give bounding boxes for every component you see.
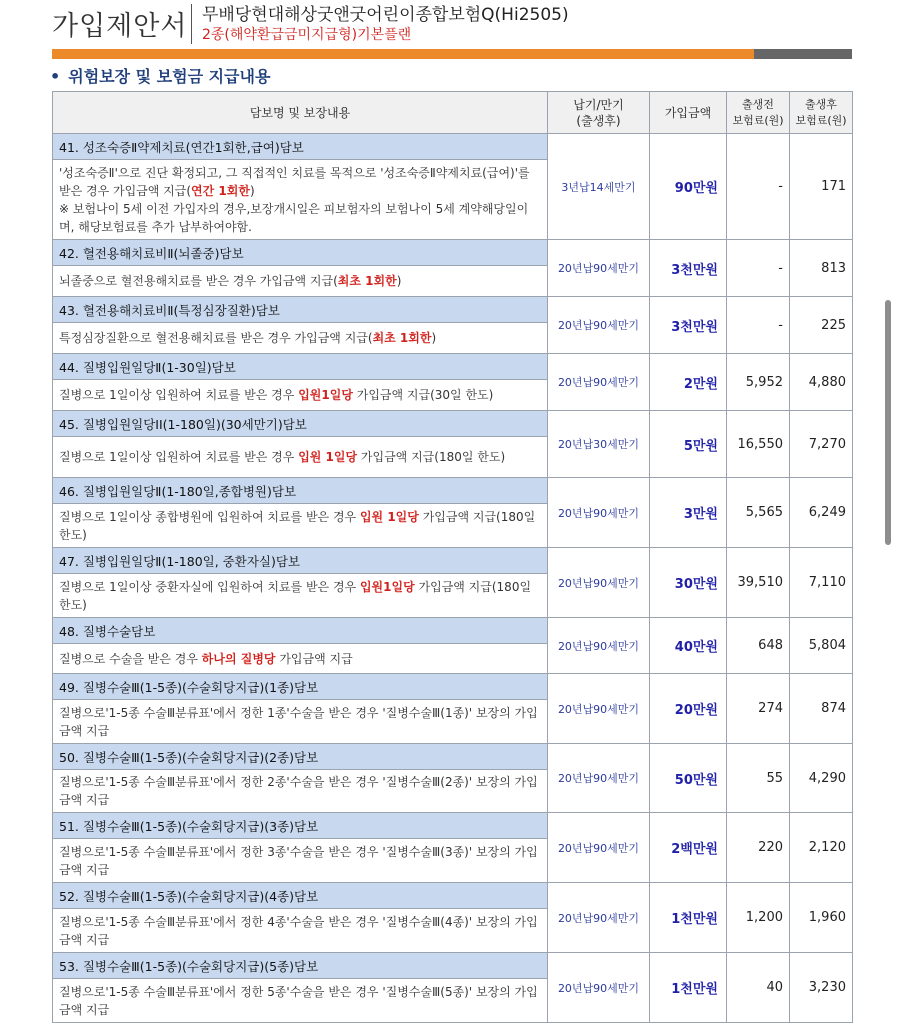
premium-after-birth: 874	[790, 674, 853, 744]
coverage-term: 20년납90세만기	[548, 478, 650, 548]
coverage-name: 43. 혈전용해치료비Ⅱ(특정심장질환)담보	[53, 297, 548, 323]
coverage-amount: 5만원	[650, 411, 727, 478]
coverage-name: 42. 혈전용해치료비Ⅱ(뇌졸중)담보	[53, 240, 548, 266]
col-term-line2: (출생후)	[576, 113, 621, 128]
bullet-icon: •	[50, 67, 61, 86]
coverage-term: 20년납90세만기	[548, 618, 650, 674]
coverage-description	[53, 644, 548, 674]
table-body	[53, 134, 853, 1023]
coverage-name: 45. 질병입원일당II(1-180일)(30세만기)담보	[53, 411, 548, 437]
coverage-term: 20년납90세만기	[548, 813, 650, 883]
highlight-text: 최초 1회한	[337, 274, 397, 288]
plan-name: 2종(해약환급금미지급형)기본플랜	[202, 27, 412, 43]
col-coverage: 담보명 및 보장내용	[53, 92, 548, 134]
header-accent-bar	[52, 49, 754, 59]
description-text: 가입금액 지급	[275, 651, 353, 666]
description-text: 질병으로 수술을 받은 경우	[59, 651, 202, 666]
premium-after-birth: 813	[790, 240, 853, 297]
premium-before-birth: -	[727, 297, 790, 354]
table-header-row	[53, 92, 853, 134]
premium-after-birth: 225	[790, 297, 853, 354]
coverage-amount: 3천만원	[650, 297, 727, 354]
coverage-name-row	[53, 813, 853, 839]
premium-after-birth: 1,960	[790, 883, 853, 953]
col-amount: 가입금액	[650, 92, 727, 134]
description-text: 질병으로 1일이상 종합병원에 입원하여 치료를 받은 경우	[59, 509, 360, 524]
coverage-amount: 2백만원	[650, 813, 727, 883]
premium-after-birth: 6,249	[790, 478, 853, 548]
description-text: 뇌졸중으로 혈전용해치료를 받은 경우 가입금액 지급(	[59, 274, 338, 288]
coverage-name-row	[53, 240, 853, 266]
document-header	[0, 0, 900, 60]
premium-before-birth: -	[727, 134, 790, 240]
col-after	[790, 92, 853, 134]
coverage-name: 41. 성조숙증Ⅱ약제치료(연간1회한,급여)담보	[53, 134, 548, 160]
coverage-name-row	[53, 674, 853, 700]
description-text: )	[396, 274, 402, 288]
premium-before-birth: 40	[727, 953, 790, 1023]
document-title: 가입제안서	[52, 11, 188, 42]
coverage-description	[53, 770, 548, 813]
col-term-line1: 납기/만기	[573, 97, 624, 112]
coverage-name-row	[53, 618, 853, 644]
coverage-name: 52. 질병수술Ⅲ(1-5종)(수술회당지급)(4종)담보	[53, 883, 548, 909]
coverage-description	[53, 979, 548, 1023]
highlight-text: 입원 1일당	[298, 450, 358, 464]
description-text: 특정심장질환으로 혈전용해치료를 받은 경우 가입금액 지급(	[59, 331, 373, 345]
coverage-table	[52, 91, 853, 1023]
header-gray-bar	[754, 49, 852, 59]
coverage-amount: 1천만원	[650, 953, 727, 1023]
premium-before-birth: 55	[727, 744, 790, 813]
description-text: 가입금액 지급(180일 한도)	[59, 509, 536, 542]
coverage-amount: 20만원	[650, 674, 727, 744]
coverage-description	[53, 266, 548, 297]
description-text: 질병으로'1-5종 수술Ⅲ분류표'에서 정한 1종'수술을 받은 경우 '질병수술Ⅲ(1종)' 보장의 가입금액 지급	[59, 705, 538, 738]
description-text: 가입금액 지급(180일한도)	[59, 579, 532, 612]
coverage-description	[53, 574, 548, 618]
premium-after-birth: 7,110	[790, 548, 853, 618]
coverage-term: 20년납90세만기	[548, 953, 650, 1023]
coverage-term: 20년납90세만기	[548, 674, 650, 744]
col-before	[727, 92, 790, 134]
description-text: 가입금액 지급(30일 한도)	[352, 388, 494, 402]
coverage-description	[53, 160, 548, 240]
coverage-name: 48. 질병수술담보	[53, 618, 548, 644]
highlight-text: 입원1일당	[298, 388, 353, 402]
description-text: 질병으로'1-5종 수술Ⅲ분류표'에서 정한 3종'수술을 받은 경우 '질병수술Ⅲ(3종)' 보장의 가입금액 지급	[59, 844, 538, 877]
premium-after-birth: 4,290	[790, 744, 853, 813]
description-text: )	[431, 331, 437, 345]
coverage-name: 46. 질병입원일당Ⅱ(1-180일,종합병원)담보	[53, 478, 548, 504]
premium-after-birth: 4,880	[790, 354, 853, 411]
coverage-term: 20년납90세만기	[548, 744, 650, 813]
section-title	[50, 64, 270, 87]
description-text: 가입금액 지급(180일 한도)	[357, 450, 506, 464]
col-after-line1: 출생후	[805, 97, 837, 111]
coverage-name-row	[53, 411, 853, 437]
description-text: 질병으로 1일이상 입원하여 치료를 받은 경우	[59, 450, 299, 464]
premium-before-birth: 274	[727, 674, 790, 744]
coverage-term: 20년납30세만기	[548, 411, 650, 478]
premium-before-birth: 5,952	[727, 354, 790, 411]
premium-before-birth: -	[727, 240, 790, 297]
description-text: '성조숙증Ⅱ'으로 진단 확정되고, 그 직접적인 치료를 목적으로 '성조숙증Ⅱ약제치료(급여)'를 받은 경우 가입금액 지급(	[59, 165, 530, 198]
coverage-description	[53, 839, 548, 883]
coverage-description	[53, 700, 548, 744]
coverage-term: 3년납14세만기	[548, 134, 650, 240]
coverage-amount: 40만원	[650, 618, 727, 674]
col-term	[548, 92, 650, 134]
premium-before-birth: 5,565	[727, 478, 790, 548]
premium-before-birth: 648	[727, 618, 790, 674]
premium-before-birth: 220	[727, 813, 790, 883]
coverage-name: 44. 질병입원일당Ⅱ(1-30일)담보	[53, 354, 548, 380]
coverage-amount: 3천만원	[650, 240, 727, 297]
scrollbar-thumb[interactable]	[885, 300, 891, 545]
coverage-name: 51. 질병수술Ⅲ(1-5종)(수술회당지급)(3종)담보	[53, 813, 548, 839]
coverage-name-row	[53, 134, 853, 160]
coverage-amount: 30만원	[650, 548, 727, 618]
description-text: 질병으로 1일이상 입원하여 치료를 받은 경우	[59, 388, 299, 402]
coverage-amount: 90만원	[650, 134, 727, 240]
coverage-name: 47. 질병입원일당Ⅱ(1-180일, 중환자실)담보	[53, 548, 548, 574]
highlight-text: 연간 1회한	[191, 183, 250, 198]
coverage-name: 53. 질병수술Ⅲ(1-5종)(수술회당지급)(5종)담보	[53, 953, 548, 979]
premium-before-birth: 16,550	[727, 411, 790, 478]
description-text: 질병으로'1-5종 수술Ⅲ분류표'에서 정한 5종'수술을 받은 경우 '질병수술Ⅲ(5종)' 보장의 가입금액 지급	[59, 984, 538, 1017]
coverage-amount: 50만원	[650, 744, 727, 813]
coverage-term: 20년납90세만기	[548, 240, 650, 297]
coverage-name-row	[53, 478, 853, 504]
description-text: )	[249, 183, 255, 198]
col-before-line2: 보험료(원)	[732, 113, 784, 127]
product-name: 무배당현대해상굿앤굿어린이종합보험Q(Hi2505)	[202, 5, 569, 25]
coverage-name-row	[53, 297, 853, 323]
coverage-description	[53, 380, 548, 411]
coverage-name-row	[53, 354, 853, 380]
highlight-text: 하나의 질병당	[201, 651, 276, 666]
coverage-term: 20년납90세만기	[548, 297, 650, 354]
coverage-description	[53, 437, 548, 478]
coverage-name-row	[53, 883, 853, 909]
coverage-description	[53, 323, 548, 354]
coverage-term: 20년납90세만기	[548, 883, 650, 953]
description-text: 질병으로'1-5종 수술Ⅲ분류표'에서 정한 2종'수술을 받은 경우 '질병수술Ⅲ(2종)' 보장의 가입금액 지급	[59, 775, 538, 807]
coverage-amount: 1천만원	[650, 883, 727, 953]
description-text: 질병으로 1일이상 중환자실에 입원하여 치료를 받은 경우	[59, 579, 360, 594]
coverage-name: 50. 질병수술Ⅲ(1-5종)(수술회당지급)(2종)담보	[53, 744, 548, 770]
col-after-line2: 보험료(원)	[795, 113, 847, 127]
coverage-name-row	[53, 744, 853, 770]
coverage-term: 20년납90세만기	[548, 548, 650, 618]
section-title-text: 위험보장 및 보험금 지급내용	[68, 67, 271, 86]
highlight-text: 최초 1회한	[372, 331, 432, 345]
col-before-line1: 출생전	[742, 97, 774, 111]
premium-after-birth: 5,804	[790, 618, 853, 674]
coverage-description	[53, 504, 548, 548]
premium-after-birth: 3,230	[790, 953, 853, 1023]
highlight-text: 입원 1일당	[359, 509, 419, 524]
coverage-term: 20년납90세만기	[548, 354, 650, 411]
description-text: 질병으로'1-5종 수술Ⅲ분류표'에서 정한 4종'수술을 받은 경우 '질병수술Ⅲ(4종)' 보장의 가입금액 지급	[59, 914, 538, 947]
title-divider	[191, 4, 192, 44]
coverage-note: ※ 보험나이 5세 이전 가입자의 경우,보장개시일은 피보험자의 보험나이 5세 계약해당일이며, 해당보험료를 추가 납부하여야함.	[59, 201, 529, 234]
coverage-name: 49. 질병수술Ⅲ(1-5종)(수술회당지급)(1종)담보	[53, 674, 548, 700]
coverage-name-row	[53, 953, 853, 979]
premium-after-birth: 2,120	[790, 813, 853, 883]
coverage-name-row	[53, 548, 853, 574]
coverage-amount: 2만원	[650, 354, 727, 411]
coverage-description	[53, 909, 548, 953]
premium-before-birth: 39,510	[727, 548, 790, 618]
highlight-text: 입원1일당	[359, 579, 415, 594]
premium-after-birth: 171	[790, 134, 853, 240]
premium-before-birth: 1,200	[727, 883, 790, 953]
premium-after-birth: 7,270	[790, 411, 853, 478]
coverage-amount: 3만원	[650, 478, 727, 548]
